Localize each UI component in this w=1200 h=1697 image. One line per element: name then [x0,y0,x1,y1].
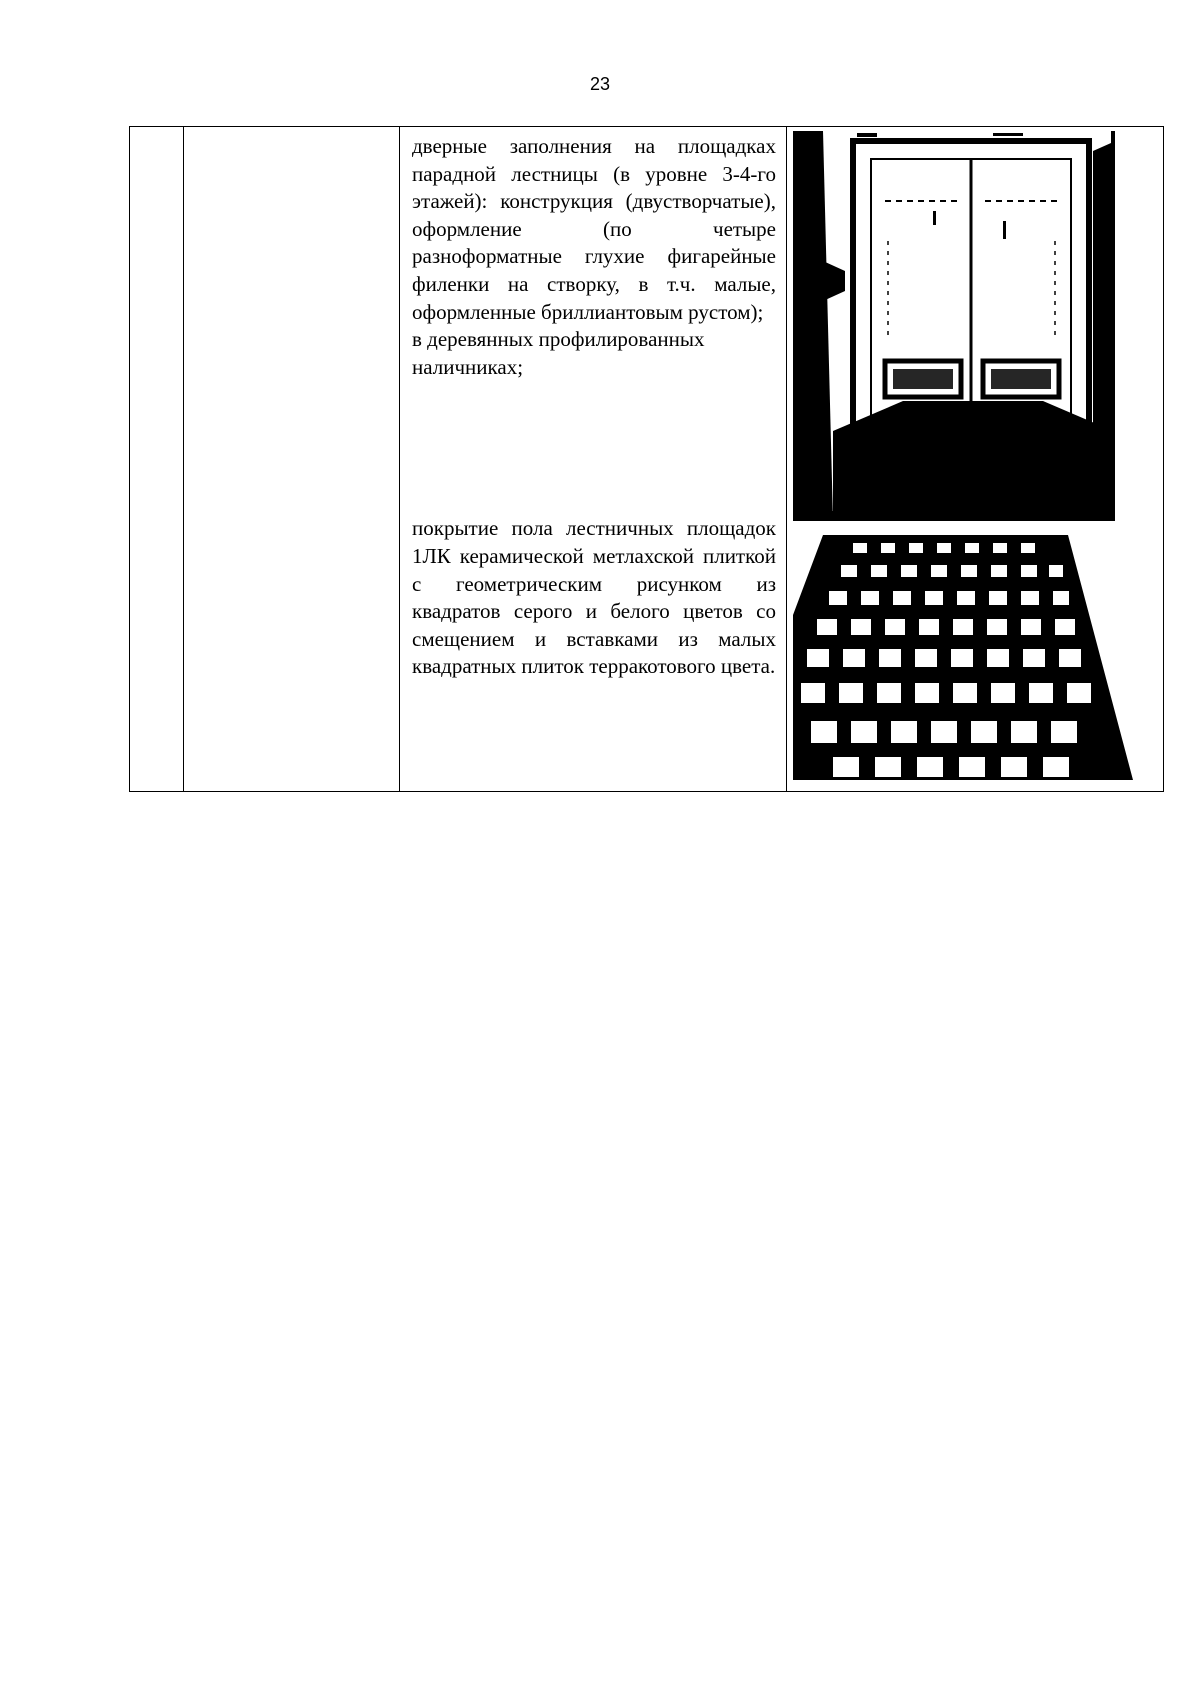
name-cell [184,127,400,792]
spacer [412,381,776,515]
description-paragraph-floor: покрытие пола лестничных площадок 1ЛК керамической метлахской плиткой с геометрическим рисунком из квадратов серого и белого цветов со смещением и вставками из малых квадратных плиток терракотового цвета. [412,516,776,679]
description-cell [400,127,787,792]
description-paragraph-doors: дверные заполнения на площадках парадной лестницы (в уровне 3-4-го этажей): конструкция (двустворчатые), оформление (по четыре разноформатные глухие фигарейные филенки на створку, в т.ч. малые, оформленные бриллиантовым рустом); [412,134,776,324]
floor-tile-photo [793,535,1133,785]
photo-cell [787,127,1164,792]
number-cell [130,127,184,792]
description-paragraph-trims: в деревянных профилированных наличниках; [412,327,705,379]
page-number: 23 [589,74,611,94]
table-row [130,127,1164,792]
document-table [129,126,1164,792]
door-photo [793,131,1133,521]
